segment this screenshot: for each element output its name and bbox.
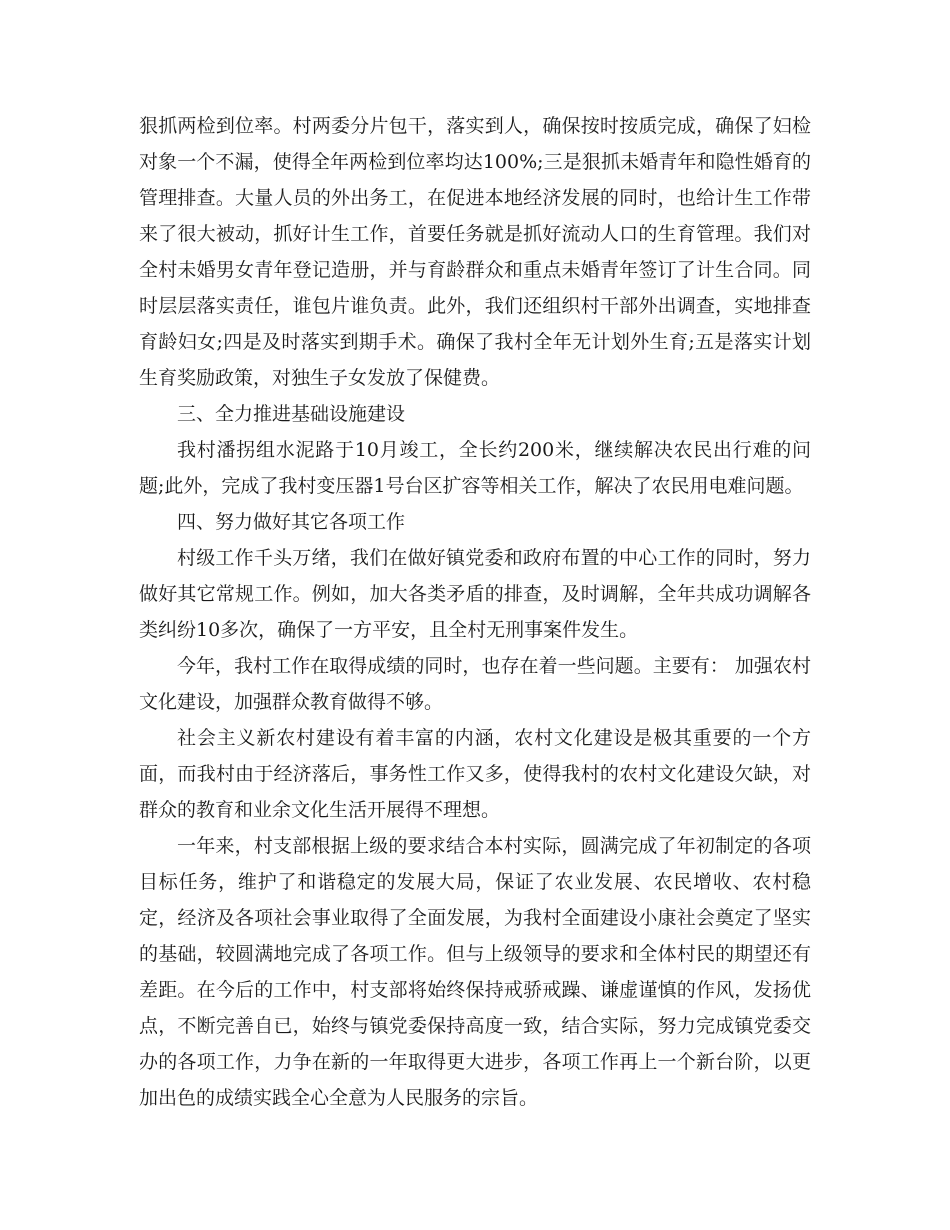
paragraph-infrastructure: 我村潘拐组水泥路于10月竣工，全长约200米，继续解决农民出行难的问题;此外，完成了我村变压器1号台区扩容等相关工作，解决了农民用电难问题。 — [139, 439, 811, 497]
paragraph-summary: 一年来，村支部根据上级的要求结合本村实际，圆满完成了年初制定的各项目标任务，维护了和谐稳定的发展大局，保证了农业发展、农民增收、农村稳定，经济及各项社会事业取得了全面发展，为我村全面建设小康社会奠定了坚实的基础，较圆满地完成了各项工作。但与上级领导的要求和全体村民的期望还有差距。在今后的工作中，村支部将始终保持戒骄戒躁、谦虚谨慎的作风，发扬优点，不断完善自已，始终与镇党委保持高度一致，结合实际，努力完成镇党委交办的各项工作，力争在新的一年取得更大进步，各项工作再上一个新台阶，以更加出色的成绩实践全心全意为人民服务的宗旨。 — [139, 835, 811, 1109]
document-body — [139, 108, 811, 1116]
section-heading-infrastructure: 三、全力推进基础设施建设 — [177, 403, 406, 425]
section-heading-other-work: 四、努力做好其它各项工作 — [177, 511, 406, 533]
paragraph-other-work: 村级工作千头万绪，我们在做好镇党委和政府布置的中心工作的同时，努力做好其它常规工作。例如，加大各类矛盾的排查，及时调解，全年共成功调解各类纠纷10多次，确保了一方平安，且全村无刑事案件发生。 — [139, 547, 811, 641]
paragraph-family-planning: 狠抓两检到位率。村两委分片包干，落实到人，确保按时按质完成，确保了妇检对象一个不漏，使得全年两检到位率均达100%;三是狠抓未婚青年和隐性婚育的管理排查。大量人员的外出务工，在促进本地经济发展的同时，也给计生工作带来了很大被动，抓好计生工作，首要任务就是抓好流动人口的生育管理。我们对全村未婚男女青年登记造册，并与育龄群众和重点未婚青年签订了计生合同。同时层层落实责任，谁包片谁负责。此外，我们还组织村干部外出调查，实地排查育龄妇女;四是及时落实到期手术。确保了我村全年无计划外生育;五是落实计划生育奖励政策，对独生子女发放了保健费。 — [139, 115, 811, 389]
paragraph-problems: 今年，我村工作在取得成绩的同时，也存在着一些问题。主要有： 加强农村文化建设，加强群众教育做得不够。 — [139, 655, 811, 713]
paragraph-rural-culture: 社会主义新农村建设有着丰富的内涵，农村文化建设是极其重要的一个方面，而我村由于经济落后，事务性工作又多，使得我村的农村文化建设欠缺，对群众的教育和业余文化生活开展得不理想。 — [139, 727, 811, 821]
